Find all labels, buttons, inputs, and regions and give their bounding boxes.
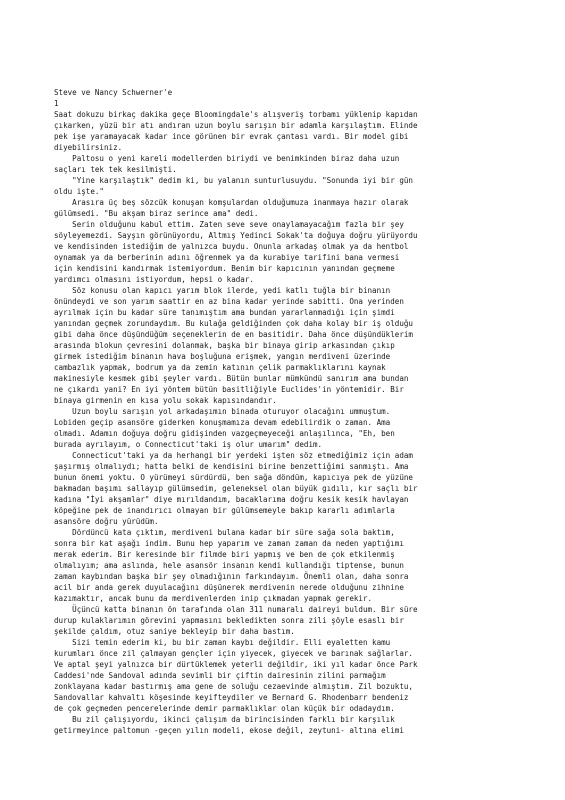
text-line: girmek istediğim binanın hava boşluğuna erişmek, yangın merdiveni üzerinde — [54, 352, 391, 361]
text-line: Arasıra üç beş sözcük konuşan komşulardan olduğumuza inanmaya hazır olarak — [54, 198, 409, 207]
text-line: pek işe yaramayacak kadar ince görünen bir evrak çantası vardı. Bir model gibi — [54, 132, 409, 141]
text-line: Serin olduğunu kabul ettim. Zaten seve seve onaylamayacağım fazla bir şey — [54, 220, 404, 229]
text-line: ve kendisinden istediğim de yalnızca buydu. Onunla arkadaş olmak ya da hentbol — [54, 242, 409, 251]
text-line: köpeğine pek de inandırıcı olmayan bir gülümsemeyle bakıp kararlı adımlarla — [54, 506, 395, 515]
text-line: zaman kaybından başka bir şey olmadığının farkındayım. Önemli olan, daha sonra — [54, 572, 409, 581]
text-line: yardımcı olmasını istiyordum, hepsi o kadar. — [54, 275, 254, 284]
text-line: Sizi temin ederim ki, bu bir zaman kaybı değildir. Elli eyaletten kamu — [54, 638, 391, 647]
text-line: burada ayrılayım, o Connecticut'taki iş olur umarım" dedim. — [54, 440, 323, 449]
text-line: bakmadan başımı sallayıp gülümsedim, geleneksel olan büyük gıdılı, kır saçlı bir — [54, 484, 418, 493]
text-line: diyebilirsiniz. — [54, 143, 123, 152]
text-line: merak ederim. Bir keresinde bir filmde biri yapmış ve ben de çok etkilenmiş — [54, 550, 395, 559]
text-line: Uzun boylu sarışın yol arkadaşımın binada oturuyor olacağını ummuştum. — [54, 407, 391, 416]
text-line: Lobiden geçip asansöre giderken konuşmamıza devam edebilirdik o zaman. Ama — [54, 418, 391, 427]
text-line: "Yine karşılaştık" dedim ki, bu yalanın sunturlusuydu. "Sonunda iyi bir gün — [54, 176, 413, 185]
text-line: oynamak ya da berberinin adını öğrenmek ya da kurabiye tarifini bana vermesi — [54, 253, 400, 262]
text-line: acil bir anda gerek duyulacağını düşünerek merdivenin nerede olduğunu zihnine — [54, 583, 404, 592]
text-line: oldu işte." — [54, 187, 104, 196]
text-line: kazımaktır, ancak bunu da merdivenlerden inip çıkmadan yapmak gerekir. — [54, 594, 373, 603]
text-line: gibi daha önce düşündüğüm seçeneklerin de en basitidir. Daha önce düşündüklerim — [54, 330, 413, 339]
text-line: Connecticut'taki ya da herhangi bir yerdeki işten söz etmediğimiz için adam — [54, 451, 413, 460]
text-line: sonra bir kat aşağı indim. Bunu hep yaparım ve zaman zaman da neden yaptığımı — [54, 539, 404, 548]
text-line: asansöre doğru yürüdüm. — [54, 517, 159, 526]
text-line: binaya girmenin en kısa yolu sokak kapısındandır. — [54, 396, 277, 405]
text-line: ayrılmak için bu kadar süre tanımıştım ama bundan yararlanmadığı için şimdi — [54, 308, 395, 317]
text-line: makinesiyle kesmek gibi şeyler vardı. Bütün bunlar mümkündü sanırım ama bundan — [54, 374, 409, 383]
text-line: getirmeyince paltomun -geçen yılın modeli, ekose değil, zeytuni- altına elimi — [54, 726, 404, 735]
document-header: Steve ve Nancy Schwerner'e — [54, 88, 173, 97]
text-line: şekilde çaldım, otuz saniye bekleyip bir daha bastım. — [54, 627, 295, 636]
text-line: de çok geçmeden pencerelerinde demir parmaklıklar olan küçük bir odadaydım. — [54, 704, 395, 713]
text-line: cambazlık yapmak, bodrum ya da zemin katının çelik parmaklıklarını kaynak — [54, 363, 386, 372]
text-line: şaşırmış olmalıydı; hatta belki de kendisini birine benzettiğimi sanmıştı. Ama — [54, 462, 409, 471]
text-line: kadına "İyi akşamlar" diye mırıldandım, bacaklarıma doğru kesik kesik havlayan — [54, 495, 409, 504]
text-line: ne çıkardı yani? En iyi yöntem bütün basitliğiyle Euclides'in yöntemidir. Bir — [54, 385, 404, 394]
text-line: durup kulaklarımın görevini yapmasını bekledikten sonra zili şöyle esaslı bir — [54, 616, 404, 625]
text-line: olmalıyım; ama aslında, hele asansör insanın kendi kullandığı tiptense, bunun — [54, 561, 404, 570]
text-line: söyleyemezdi. Sayşın görünüyordu, Altmış Yedinci Sokak'ta doğuya doğru yürüyordu — [54, 231, 418, 240]
text-line: bunun önemi yoktu. O yürümeyi sürdürdü, ben sağa döndüm, kapıcıya pek de yüzüne — [54, 473, 413, 482]
text-line: arasında blokun çevresini dolanmak, başka bir binaya girip arkasından çıkıp — [54, 341, 395, 350]
text-line: önündeydi ve son yarım saattir en az bina kadar yerinde sabitti. Ona yerinden — [54, 297, 404, 306]
text-line: Bu zil çalışıyordu, ikinci çalışım da birincisinden farklı bir karşılık — [54, 715, 395, 724]
text-line: Caddesi'nde Sandoval adında sevimli bir çiftin dairesinin zilini parmağım — [54, 671, 386, 680]
text-line: Paltosu o yeni kareli modellerden biriydi ve benimkinden biraz daha uzun — [54, 154, 400, 163]
text-line: Saat dokuzu birkaç dakika geçe Bloomingdale's alışveriş torbamı yüklenip kapıdan — [54, 110, 418, 119]
text-line: Dördüncü kata çıktım, merdiveni bulana kadar bir süre sağa sola baktım, — [54, 528, 395, 537]
text-line: zonklayana kadar bastırmış ama gene de soluğu cezaevinde almıştım. Zil bozuktu, — [54, 682, 413, 691]
text-line: olmadı. Adamın doğuya doğru gidişinden vazgeçmeyeceği anlaşılınca, "Eh, ben — [54, 429, 395, 438]
text-line: Sandovallar kahvaltı köşesinde keyifteydiler ve Bernard G. Rhodenbarr bendeniz — [54, 693, 409, 702]
text-line: kurumları önce zil çalmayan gençler için yiyecek, giyecek ve barınak sağlarlar. — [54, 649, 413, 658]
page-number: 1 — [54, 99, 59, 108]
document-page — [54, 87, 512, 736]
text-line: Ve aptal şeyi yalnızca bir dürtüklemek yeterli değildir, iki yıl kadar önce Park — [54, 660, 418, 669]
text-line: Söz konusu olan kapıcı yarım blok ilerde, yedi katlı tuğla bir binanın — [54, 286, 391, 295]
text-line: gülümsedi. "Bu akşam biraz serince ama" dedi. — [54, 209, 259, 218]
document-body — [54, 109, 512, 736]
text-line: yanından geçmek zorundaydım. Bu kulağa geldiğinden çok daha kolay bir iş olduğu — [54, 319, 413, 328]
text-line: için kendisini kandırmak istemiyordum. Benim bir kapıcının yanından geçmeme — [54, 264, 395, 273]
text-line: Üçüncü katta binanın ön tarafında olan 311 numaralı daireyi buldum. Bir süre — [54, 605, 418, 614]
text-line: saçları tek tek kesilmişti. — [54, 165, 177, 174]
text-line: çıkarken, yüzü bir atı andıran uzun boylu sarışın bir adamla karşılaştım. Elinde — [54, 121, 418, 130]
